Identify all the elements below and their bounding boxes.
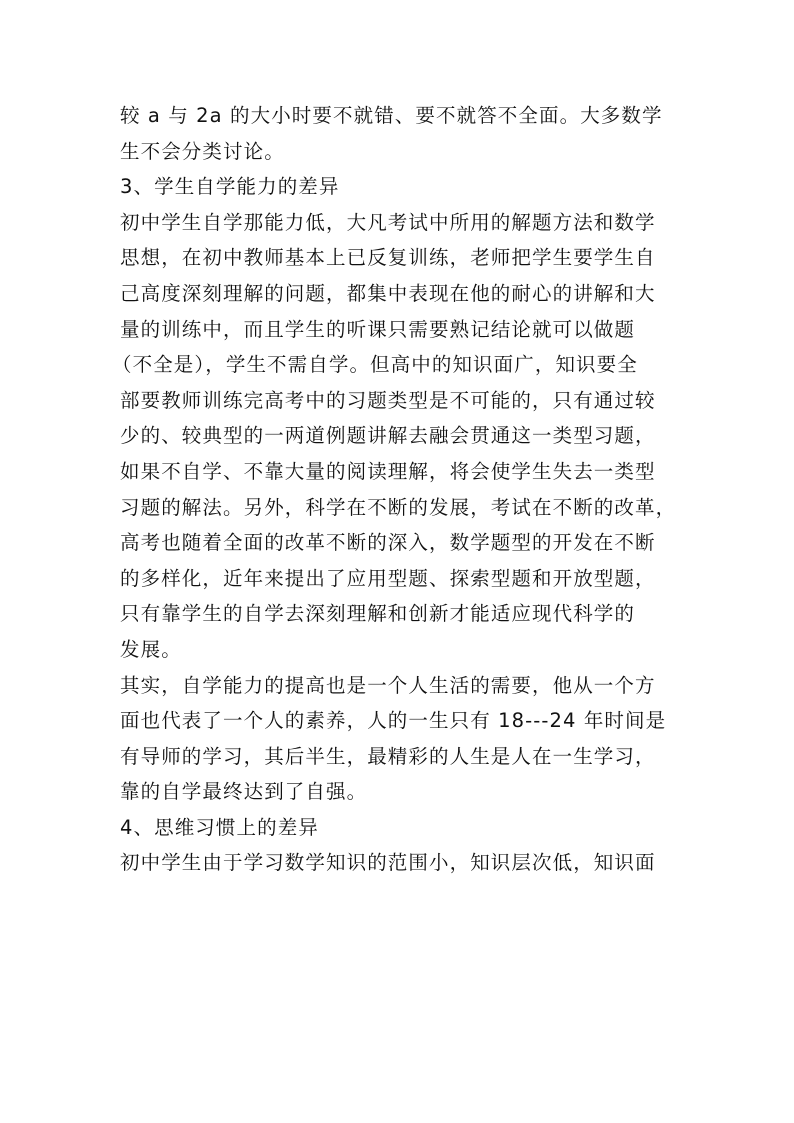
text-line: 生不会分类讨论。 (120, 139, 285, 163)
text-line: 面也代表了一个人的素养，人的一生只有 18---24 年时间是 (120, 709, 667, 733)
body-text (112, 98, 677, 881)
text-line: 靠的自学最终达到了自强。 (120, 780, 368, 804)
text-line: 少的、较典型的一两道例题讲解去融会贯通这一类型习题， (120, 424, 656, 448)
text-line: 有导师的学习，其后半生，最精彩的人生是人在一生学习， (120, 744, 656, 768)
text-line: 思想，在初中教师基本上已反复训练，老师把学生要学生自 (120, 246, 656, 270)
text-line: 初中学生由于学习数学知识的范围小，知识层次低，知识面 (120, 851, 656, 875)
text-line: 部要教师训练完高考中的习题类型是不可能的，只有通过较 (120, 388, 656, 412)
text-line: 如果不自学、不靠大量的阅读理解，将会使学生失去一类型 (120, 459, 656, 483)
section-heading: 4、思维习惯上的差异 (120, 815, 319, 839)
text-line: 己高度深刻理解的问题，都集中表现在他的耐心的讲解和大 (120, 281, 656, 305)
text-line: 初中学生自学那能力低，大凡考试中所用的解题方法和数学 (120, 210, 656, 234)
text-line: 的多样化，近年来提出了应用型题、探索型题和开放型题， (120, 566, 656, 590)
section-heading: 3、学生自学能力的差异 (120, 175, 340, 199)
text-line: 量的训练中，而且学生的听课只需要熟记结论就可以做题 (120, 317, 636, 341)
text-line: （不全是），学生不需自学。但高中的知识面广，知识要全 (112, 353, 638, 377)
text-line: 只有靠学生的自学去深刻理解和创新才能适应现代科学的 (120, 602, 636, 626)
text-line: 习题的解法。另外，科学在不断的发展，考试在不断的改革， (120, 495, 677, 519)
text-line: 发展。 (120, 637, 182, 661)
text-line: 高考也随着全面的改革不断的深入，数学题型的开发在不断 (120, 531, 656, 555)
text-line: 其实，自学能力的提高也是一个人生活的需要，他从一个方 (120, 673, 656, 697)
text-line: 较 a 与 2a 的大小时要不就错、要不就答不全面。大多数学 (120, 104, 663, 127)
